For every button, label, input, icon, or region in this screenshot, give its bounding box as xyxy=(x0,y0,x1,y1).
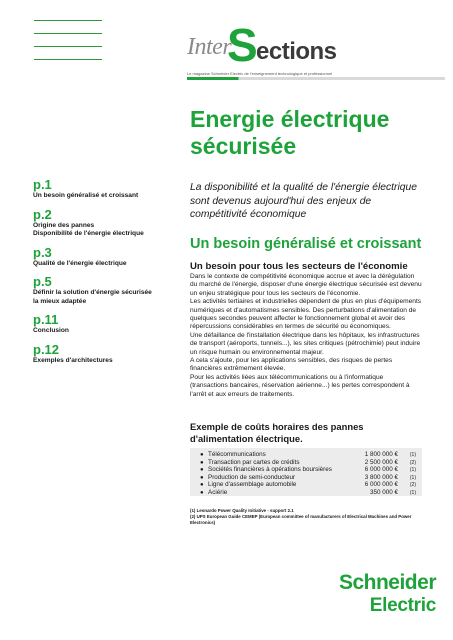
bullet-icon: ● xyxy=(200,459,204,466)
bullet-icon: ● xyxy=(200,467,204,473)
bullet-icon: ● xyxy=(200,482,204,488)
toc-label: Origine des pannes xyxy=(33,221,95,229)
toc-label: Qualité de l'énergie électrique xyxy=(33,259,127,267)
cost-value: 6 000 000 € xyxy=(364,481,398,488)
body-text xyxy=(190,273,422,399)
paragraph: A cela s'ajoute, pour les applications sensibles, des risques de pertes financières extrêmement élevée. xyxy=(190,357,393,373)
toc-entry[interactable] xyxy=(33,207,173,239)
cost-value: 1 800 000 € xyxy=(364,451,398,458)
toc-page-number: p.3 xyxy=(33,244,52,260)
toc-label: Un besoin généralisé et croissant xyxy=(33,192,139,199)
cost-ref: (2) xyxy=(409,459,416,466)
cost-ref: (1) xyxy=(409,489,416,496)
table-row xyxy=(200,489,416,497)
masthead xyxy=(187,19,447,78)
paragraph: Les activités tertiaires et industrielles dépendent de plus en plus d'équipements numériques et d'automatismes sensibles. Des perturbations d'alimentation de quelques secondes peuvent affecter le fonctionnement global et avoir des répercussions considérables en termes de sécurité ou économiques. xyxy=(190,298,422,331)
toc-page-number: p.12 xyxy=(33,341,60,357)
masthead-inter: Inter xyxy=(187,34,232,60)
paragraph: Pour les activités liées aux télécommunications ou à l'informatique (transactions bancaires, réservation aérienne...) les pertes correspondent à l'arrêt et aux erreurs de traitements. xyxy=(190,373,410,398)
sub-heading: Un besoin pour tous les secteurs de l'économie xyxy=(190,261,408,272)
masthead-bar xyxy=(187,77,445,80)
table-of-contents xyxy=(33,177,173,371)
cost-label: Production de semi-conducteur xyxy=(208,473,296,481)
toc-entry[interactable] xyxy=(33,274,173,306)
toc-entry[interactable] xyxy=(33,177,173,201)
toc-label: la mieux adaptée xyxy=(33,297,87,305)
bullet-icon: ● xyxy=(200,452,204,458)
decorative-rules xyxy=(34,20,102,72)
logo-word-electric: Electric xyxy=(369,595,436,616)
toc-label: Définir la solution d'énergie sécurisée xyxy=(33,289,152,296)
toc-page-number: p.1 xyxy=(33,177,52,192)
cost-ref: (1) xyxy=(409,452,416,458)
cost-value: 6 000 000 € xyxy=(364,466,398,473)
cost-ref: (1) xyxy=(409,467,416,473)
toc-entry[interactable] xyxy=(33,312,173,336)
cost-value: 2 500 000 € xyxy=(364,458,398,466)
footnote: (1) Leonardo Power Quality Initiative - support 2.1 xyxy=(190,508,294,513)
toc-page-number: p.2 xyxy=(33,206,52,222)
footnote: (2) UPS European Guide CEMEP (European committee of manufacturers of Electrical Machines and Power Electronics) xyxy=(190,514,412,525)
cost-label: Télécommunications xyxy=(208,451,266,458)
footnotes xyxy=(190,508,422,526)
toc-page-number: p.11 xyxy=(33,312,59,327)
cost-label: Transaction par cartes de crédits xyxy=(208,458,300,466)
intro-text: La disponibilité et la qualité de l'énergie électrique sont devenus aujourd'hui des enjeux de compétitivité économique xyxy=(190,182,417,220)
paragraph: Dans le contexte de compétitivité économique accrue et avec la dérégulation du marché de l'énergie, disposer d'une énergie électrique sécurisée est devenu un enjeu stratégique pour tous les secteurs de l'économie. xyxy=(190,273,422,297)
cost-table xyxy=(190,448,422,496)
toc-entry[interactable] xyxy=(33,245,173,269)
cost-label: Aciérie xyxy=(208,488,228,496)
section-heading: Un besoin généralisé et croissant xyxy=(190,236,422,252)
schneider-electric-logo xyxy=(316,571,436,621)
page-title-line2: sécurisée xyxy=(190,133,297,159)
paragraph: Une défaillance de l'installation électrique dans les hôpitaux, les infrastructures de transport (aéroports, tunnels...), les sites critiques (pétrochimie) peut induire un risque humain ou environnemental majeur. xyxy=(190,331,421,356)
cost-value: 350 000 € xyxy=(369,488,398,496)
masthead-ections: ections xyxy=(256,38,337,65)
toc-label: Disponibilité de l'énergie électrique xyxy=(33,230,144,237)
logo-word-schneider: Schneider xyxy=(338,571,436,594)
cost-ref: (1) xyxy=(409,474,416,481)
cost-label: Ligne d'assemblage automobile xyxy=(208,481,297,488)
cost-label: Sociétés financières à opérations boursières xyxy=(208,466,332,473)
toc-label: Conclusion xyxy=(33,327,69,334)
masthead-strapline: Le magazine Schneider Electric de l'enseignement technologique et professionnel xyxy=(187,71,333,76)
toc-entry[interactable] xyxy=(33,342,173,366)
page-title-line1: Energie électrique xyxy=(190,106,390,132)
page-title xyxy=(190,106,430,160)
cost-table-heading: Exemple de coûts horaires des pannes d'alimentation électrique. xyxy=(190,421,364,444)
bullet-icon: ● xyxy=(200,474,204,481)
toc-page-number: p.5 xyxy=(33,274,52,289)
cost-value: 3 800 000 € xyxy=(364,473,398,481)
masthead-s-letter: S xyxy=(227,19,258,71)
cost-ref: (2) xyxy=(409,482,416,488)
bullet-icon: ● xyxy=(200,489,204,496)
toc-label: Exemples d'architectures xyxy=(33,356,113,364)
